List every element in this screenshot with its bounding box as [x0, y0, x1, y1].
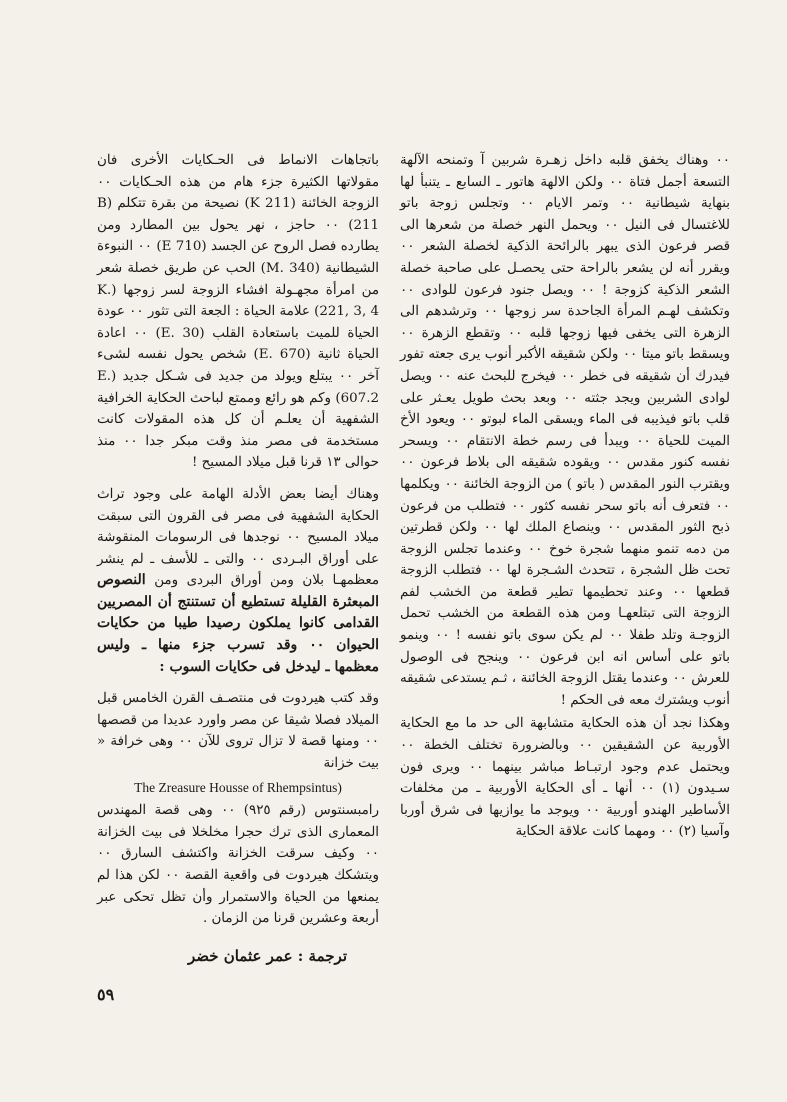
story-english-title: The Zreasure Housse of Rhempsintus) — [134, 779, 342, 795]
left-paragraph-3 — [97, 688, 379, 930]
left-paragraph-2 — [97, 484, 379, 678]
left-paragraph-2-bold: النصوص المبعثرة القليلة تستطيع أن تستنتج أن المصريين القدامى كانوا يملكون رصيدا طيبا من حكايات الحيوان ٠٠ وقد تسرب جزء منها ـ وليس معظمها ـ ليدخل فى حكايات السوب : — [97, 572, 379, 675]
left-paragraph-1: باتجاهات الانماط فى الحـكايات الأخرى فان مقولاتها الكثيرة جزء هام من هذه الحـكايات ٠٠ الزوجة الخائنة (K 211) نصيحة من بقرة تتكلم (B 211) ٠٠ حاجز ، نهر يحول بين المطارد ومن يطارده فصل الروح عن الجسد (E 710) ٠٠ النبوءة الشيطانية (M. 340) الحب عن طريق خصلة شعر من امرأة مجهـولة افشاء الزوجة لسر زوجها (K. 221, 3, 4) علامة الحياة : الجعة التى تثور ٠٠ عودة الحياة للميت باستعادة القلب (E. 30) ٠٠ اعادة الحياة ثانية (E. 670) شخص يحول نفسه لشىء آخر ٠٠ يبتلع ويولد من جديد فى شـكل جديد (E. 607.2) وكم هو رائع وممتع لباحث الحكاية الخرافية الشفهية أن يعلـم أن كل هذه المقولات كانت مستخدمة فى مصر منذ وقت مبكر جدا ٠٠ منذ حوالى ١٣ قرنا قبل ميلاد المسيح ! — [97, 153, 380, 471]
page-number: ٥٩ — [97, 985, 115, 1004]
right-column — [400, 150, 730, 843]
right-paragraph-2: وهكذا نجد أن هذه الحكاية متشابهة الى حد ما مع الحكاية الأوربية عن الشقيقين ٠٠ وبالضرورة تختلف الخطة ٠٠ ويحتمل عدم وجود ارتبـاط مباشر بينهما ٠٠ ويرى فون سـيدون (١) ٠٠ أنها ـ أى الحكاية الأوربية ـ من مخلفات الأساطير الهندو أوربية ٠٠ ويوجد ما يوازيها فى شرق أوربا وآسيا (٢) ٠٠ ومهما كانت علاقة الحكاية — [400, 716, 731, 840]
left-paragraph-2-normal: وهناك أيضا بعض الأدلة الهامة على وجود تراث الحكاية الشفهية فى مصر فى القرون التى سبقت ميلاد المسيح ٠٠ نوجدها فى الرسومات المنقوشة على أوراق البـردى ٠٠ والتى ـ للأسف ـ لم ينشر معظمهـا بلان ومن أوراق البردى ومن — [97, 486, 380, 589]
translator-signature: ترجمة : عمر عثمان خضر — [187, 946, 347, 965]
right-paragraph-1: ٠٠ وهناك يخفق قلبه داخل زهـرة شربين آ وتمنحه الآلهة التسعة أجمل فتاة ٠٠ ولكن الالهة هاتور ـ السابع ـ يتنبأ لها بنهاية شيطانية ٠٠ وتمر الايام ٠٠ وتجلس زوجة باتو للاغتسال فى النيل ٠٠ ويحمل النهر خصلة من شعرها الى قصر فرعون الذى يبهر بالرائحة الذكية لخصلة الشعر ٠٠ ويقرر أنه لن يشعر بالراحة حتى يحصـل على صاحبة خصلة الشعر الذكية كزوجة ! ٠٠ ويصل جنود فرعون للوادى ٠٠ وتكشف لهـم المرأة الجاحدة سر زوجها ٠٠ وترشدهم الى الزهرة التى يخفى فيها زوجها قلبه ٠٠ وتقطع الزهرة ٠٠ ويسقط باتو ميتا ٠٠ ولكن شقيقه الأكبر أنوب يرى جعته تفور فيدرك أن شقيقه فى خطر ٠٠ فيخرج للبحث عنه ٠٠ ويصل لوادى الشربين ويجد جثته ٠٠ وبعد بحث طويل يعـثر على قلب باتو فيذيبه فى الماء ويسقى الماء لبوتو ٠٠ ويعود الأخ الميت للحياة ٠٠ ويبدأ فى رسم خطة الانتقام ٠٠ ويسحر نفسه كنور مقدس ٠٠ ويقوده شقيقه الى بلاط فرعون ٠٠ ويقترب النور المقدس ( باتو ) من الزوجة الخائنة ٠٠ ويكلمها ٠٠ فتعرف أنه باتو سحر نفسه كثور ٠٠ فتطلب من فرعون ذبح الثور المقدس ٠٠ وينصاع الملك لها ٠٠ ولكن قطرتين من دمه تنمو منهما شجرة خوخ ٠٠ وعندما تجلس الزوجة تحت ظل الشجرة ، تتحدث الشـجرة لها ٠٠ فتطلب الزوجة قطعها ٠٠ وعند تحطيمها تطير قطعة من الخشب لفم الزوجة التى تبتلعهـا ومن هذه القطعة من الخشب تحمل الزوجـة وتلد طفلا ٠٠ لم يكن سوى باتو نفسه ! ٠٠ وينمو باتو على أساس انه ابن فرعون ٠٠ وينجح فى الوصول للعرش ٠٠ وعندما يقتل الزوجة الخائنة ، ثـم يستدعى شقيقه أنوب ويشترك معه فى الحكم ! — [400, 153, 731, 708]
left-column — [97, 150, 379, 967]
left-paragraph-3-b: رامبسنتوس (رقم ٩٢٥) ٠٠ وهى قصة المهندس المعمارى الذى ترك حجرا مخلخلا فى بيت الخزانة ٠٠ وكيف سرقت الخزانة واكتشف السارق ٠٠ ويتشكك هيردوت فى واقعية القصة ٠٠ لكن هذا لم يمنعها من الحياة والاستمرار وأن تظل تحكى عبر أربعة وعشرين قرنا من الزمان . — [97, 803, 379, 927]
left-paragraph-3-a: وقد كتب هيردوت فى منتصـف القرن الخامس قبل الميلاد فصلا شيقا عن مصر واورد عديدا من قصصها ٠٠ ومنها قصة لا تزال تروى للآن ٠٠ وهى خرافة « بيت خزانة — [97, 691, 379, 772]
